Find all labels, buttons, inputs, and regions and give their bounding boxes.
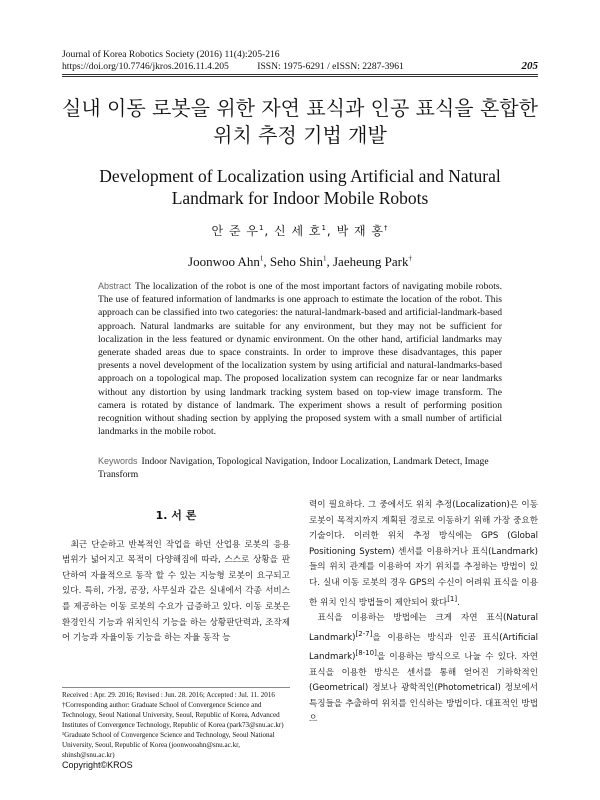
intro-paragraph-1: 최근 단순하고 반복적인 작업을 하던 산업용 로봇의 응용 범위가 넓어지고 목적이 다양해짐에 따라, 스스로 상황을 판단하여 자율적으로 동작 할 수 있는 지능형 로봇이 요구되고 있다. 특히, 가정, 공장, 사무실과 같은 실내에서 각종 서비스를 제공하는 이동 로봇의 수요가 급증하고 있다. 이동 로봇은 환경인식 기능과 위치인식 기능을 하는 상황판단력과, 조작제어 기능과 자율이동 기능을 하는 자율 동작 능 [62, 539, 290, 644]
english-title-line1: Development of Localization using Artificial and Natural [99, 166, 501, 186]
intro-paragraph-3: 표식을 이용하는 방법에는 크게 자연 표식(Natural Landmark)[2-7]을 이용하는 방식과 인공 표식(Artificial Landmark)[8-10]을 이용하는 방식으로 나눌 수 있다. 자연 표식을 이용한 방식은 센서를 통해 얻어진 기하학적인(Geometrical) 정보나 광학적인(Photometrical) 정보에서 특징들을 추출하여 위치를 인식하는 방법이다. 대표적인 방법으 [309, 613, 538, 725]
footnote-dates: Received : Apr. 29. 2016; Revised : Jun. 28. 2016; Accepted : Jul. 11. 2016 [62, 691, 275, 699]
korean-title-line2: 위치 추정 기법 개발 [213, 123, 387, 147]
doi-line [62, 61, 404, 73]
copyright: Copyright©KROS [62, 760, 133, 770]
journal-header [62, 49, 404, 73]
header-rule [62, 74, 538, 75]
abstract [98, 280, 502, 438]
authors-english: Joonwoo Ahn$^1$, Seho Shin$^1$, Jaeheung Park† [188, 254, 412, 269]
abstract-text: The localization of the robot is one of the most important factors of navigating mobile robots. The use of featured information of landmarks is one approach to estimate the location of the robot. This approach can be classified into two categories: the natural-landmark-based and artificial-landmark-based approach. Natural landmarks are suitable for any environment, but they may not be sufficient for localization in the less featured or dynamic environment. On the other hand, artificial landmarks may generate shaded areas due to space constraints. In order to improve these disadvantages, this paper presents a novel development of the localization system by using artificial and natural-landmarks-based approach on a topological map. The proposed localization system can recognize far or near landmarks without any distortion by using landmark tracking system based on top-view image transform. The camera is rotated by distance of landmark. The experiment shows a result of performing position recognition without shading section by applying the proposed system with a small number of artificial landmarks in the mobile robot. [98, 281, 502, 438]
english-title [40, 165, 560, 209]
korean-title-line1: 실내 이동 로봇을 위한 자연 표식과 인공 표식을 혼합한 [62, 96, 538, 120]
issn: ISSN: 1975-6291 / eISSN: 2287-3961 [257, 61, 404, 72]
intro-paragraph-2: 력이 필요하다. 그 중에서도 위치 추정(Localization)은 이동 로봇이 목적지까지 계획된 경로로 이동하기 위해 가장 중요한 기술이다. 이러한 위치 추정 방식에는 GPS (Global Positioning System) 센서를 이용하거나 표식(Landmark)들의 위치 관계를 이용하여 자기 위치를 추정하는 방법이 있다. 실내 이동 로봇의 경우 GPS의 수신이 어려워 표식을 이용한 위치 인식 방법들이 제안되어 왔다[1]. [309, 500, 538, 608]
author-en-3: Jaeheung Park [333, 254, 409, 269]
keywords-label: Keywords [98, 456, 138, 466]
author-ko-2: 신 세 호 [274, 224, 322, 238]
korean-title [40, 95, 560, 149]
english-title-line2: Landmark for Indoor Mobile Robots [171, 188, 429, 208]
authors-korean: 안 준 우$^1$, 신 세 호$^1$, 박 재 홍† [211, 224, 389, 238]
abstract-label: Abstract [98, 281, 132, 291]
author-en-2: Seho Shin [269, 254, 323, 269]
section-title-intro: 1. 서 론 [155, 509, 197, 522]
journal-line: Journal of Korea Robotics Society (2016) 11(4):205-216 [62, 49, 280, 60]
page-number: 205 [521, 60, 538, 72]
keywords-text: Indoor Navigation, Topological Navigation, Indoor Localization, Landmark Detect, Image Transform [98, 456, 489, 481]
footnote-corresponding: †Corresponding author: Graduate School of Convergence Science and Technology, Seoul National University, Seoul, Republic of Korea, Advanced Institutes of Convergence Technology, Republic of Korea (park73@snu.ac.kr) [62, 701, 284, 729]
footnotes [62, 690, 290, 760]
citation[interactable]: [2-7] [355, 629, 373, 638]
doi-link[interactable]: https://doi.org/10.7746/jkros.2016.11.4.205 [62, 61, 229, 72]
left-column [62, 508, 290, 647]
header-rule-2 [62, 76, 538, 77]
keywords [98, 455, 502, 481]
author-ko-3: 박 재 홍 [336, 224, 384, 238]
author-en-1: Joonwoo Ahn [188, 254, 260, 269]
citation[interactable]: [1] [447, 594, 458, 603]
footnote-affiliation: ¹Graduate School of Convergence Science and Technology, Seoul National University, Seoul, Republic of Korea (joonwooahn@snu.ac.kr, shinsh@snu.ac.kr) [62, 731, 275, 759]
right-column [309, 498, 538, 728]
author-ko-1: 안 준 우 [211, 224, 259, 238]
citation[interactable]: [8-10] [355, 649, 377, 658]
footnote-rule [62, 687, 290, 688]
